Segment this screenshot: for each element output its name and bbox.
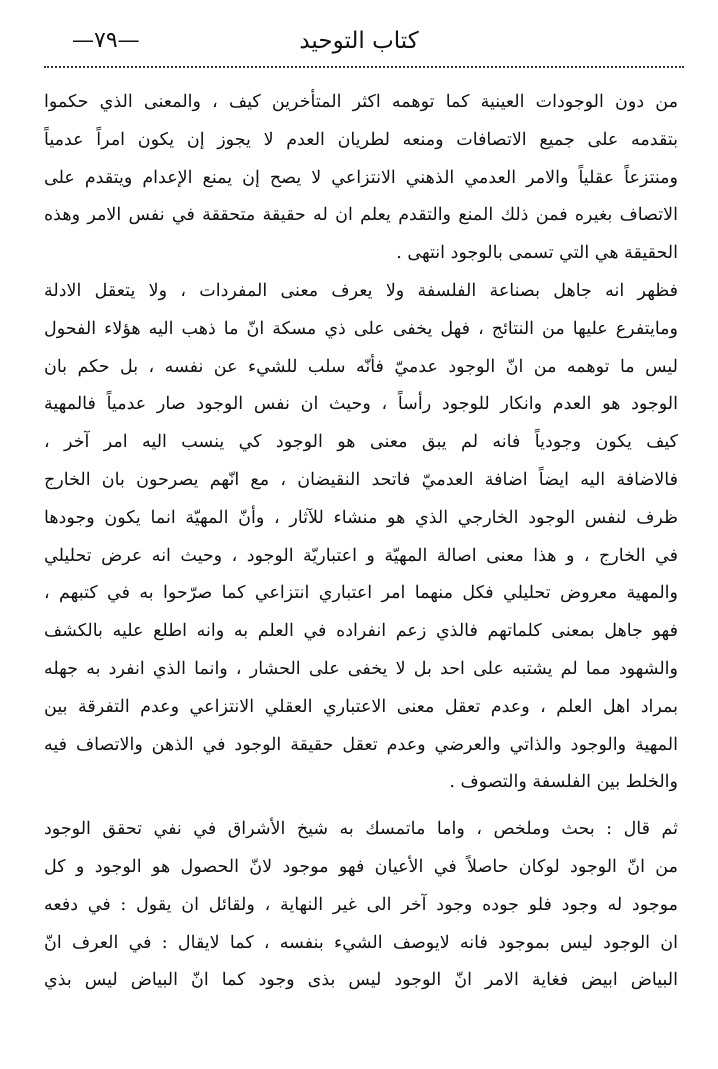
text-line: ثم قال : بحث وملخص ، واما ماتمسك به شيخ الأشراق في نفي تحقق الوجود xyxy=(44,819,678,840)
page-number: —٧٩— xyxy=(72,28,140,53)
text-line: موجود له وجود فلو جوده وجود آخر الى غير النهاية ، ولقائل ان يقول : في دفعه xyxy=(44,894,678,915)
text-line: ومايتفرع عليها من النتائج ، فهل يخفى على ذي مسكة انّ ما ذهب اليه هؤلاء الفحول xyxy=(44,318,678,339)
text-line: المهية والوجود والذاتي والعرضي وعدم تعقل حقيقة الوجود في الذهن والاتصاف فيه xyxy=(44,734,678,755)
header-divider xyxy=(44,66,684,68)
text-line: ان الوجود ليس بموجود فانه لايوصف الشيء بنفسه ، كما لايقال : في العرف انّ xyxy=(44,932,678,953)
text-line: فظهر انه جاهل بصناعة الفلسفة ولا يعرف معنى المفردات ، ولا يتعقل الادلة xyxy=(44,280,678,301)
text-line: ليس ما توهمه من انّ الوجود عدميّ فأنّه سلب للشيء عن نفسه ، بل حكم بان xyxy=(44,356,678,377)
text-line: من دون الوجودات العينية كما توهمه اكثر المتأخرين كيف ، والمعنى الذي حكموا xyxy=(44,92,678,112)
text-line: الاتصاف بغيره فمن ذلك المنع والتقدم يعلم ان له حقيقة متحققة في نفس الامر وهذه xyxy=(44,205,678,226)
text-line: من انّ الوجود لوكان حاصلاً في الأعيان فهو موجود لانّ الحصول هو الوجود و كل xyxy=(44,856,678,877)
text-line: بتقدمه على جميع الاتصافات ومنعه لطريان العدم لا يجوز إن يكون امراً عدمياً xyxy=(44,129,678,150)
text-line: ظرف لنفس الوجود الخارجي الذي هو منشاء للآثار ، وأنّ المهيّة انما يكون وجودها xyxy=(44,507,678,528)
text-line: الحقيقة هي التي تسمى بالوجود انتهى . xyxy=(396,243,678,264)
text-line: فالاضافة اليه ايضاً اضافة العدميّ فاتحد النقيضان ، مع انّهم يصرحون بان الخارج xyxy=(44,469,678,490)
text-line: والخلط بين الفلسفة والتصوف . xyxy=(449,772,678,793)
text-line: والمهية معروض تحليلي فكل منهما امر اعتباري انتزاعي كما صرّحوا به في كتبهم ، xyxy=(44,583,678,604)
text-line: فهو جاهل بمعنى كلماتهم فالذي زعم انفراده في العلم به وانه اطلع عليه بالكشف xyxy=(44,621,678,642)
text-line: بمراد اهل العلم ، وعدم تعقل معنى الاعتباري العقلي الانتزاعي وعدم التفرقة بين xyxy=(44,696,678,717)
text-line: والشهود مما لم يشتبه على احد بل لا يخفى على الحشار ، وانما الذي انفرد به جهله xyxy=(44,658,678,679)
body-text xyxy=(44,84,678,1000)
text-line: البياض ابيض فغاية الامر انّ الوجود ليس بذى وجود كما انّ البياض ليس بذي xyxy=(44,970,678,991)
text-line: في الخارج ، و هذا معنى اصالة المهيّة و اعتباريّة الوجود ، وحيث انه عرض تحليلي xyxy=(44,545,678,566)
running-title: كتاب التوحيد xyxy=(299,28,419,54)
paragraph-gap xyxy=(44,802,678,811)
text-line: ومنتزعاً عقلياً والامر العدمي الذهني الانتزاعي لا يصح إن يمنع الإعدام ويتقدم على xyxy=(44,167,678,188)
page-header xyxy=(44,22,674,66)
text-line: كيف يكون وجودياً فانه لم يبق معنى هو الوجود كي ينسب اليه امر آخر ، xyxy=(44,432,678,453)
text-line: الوجود هو العدم وانكار للوجود رأساً ، وحيث ان نفس الوجود صار عدمياً فالمهية xyxy=(44,394,678,415)
